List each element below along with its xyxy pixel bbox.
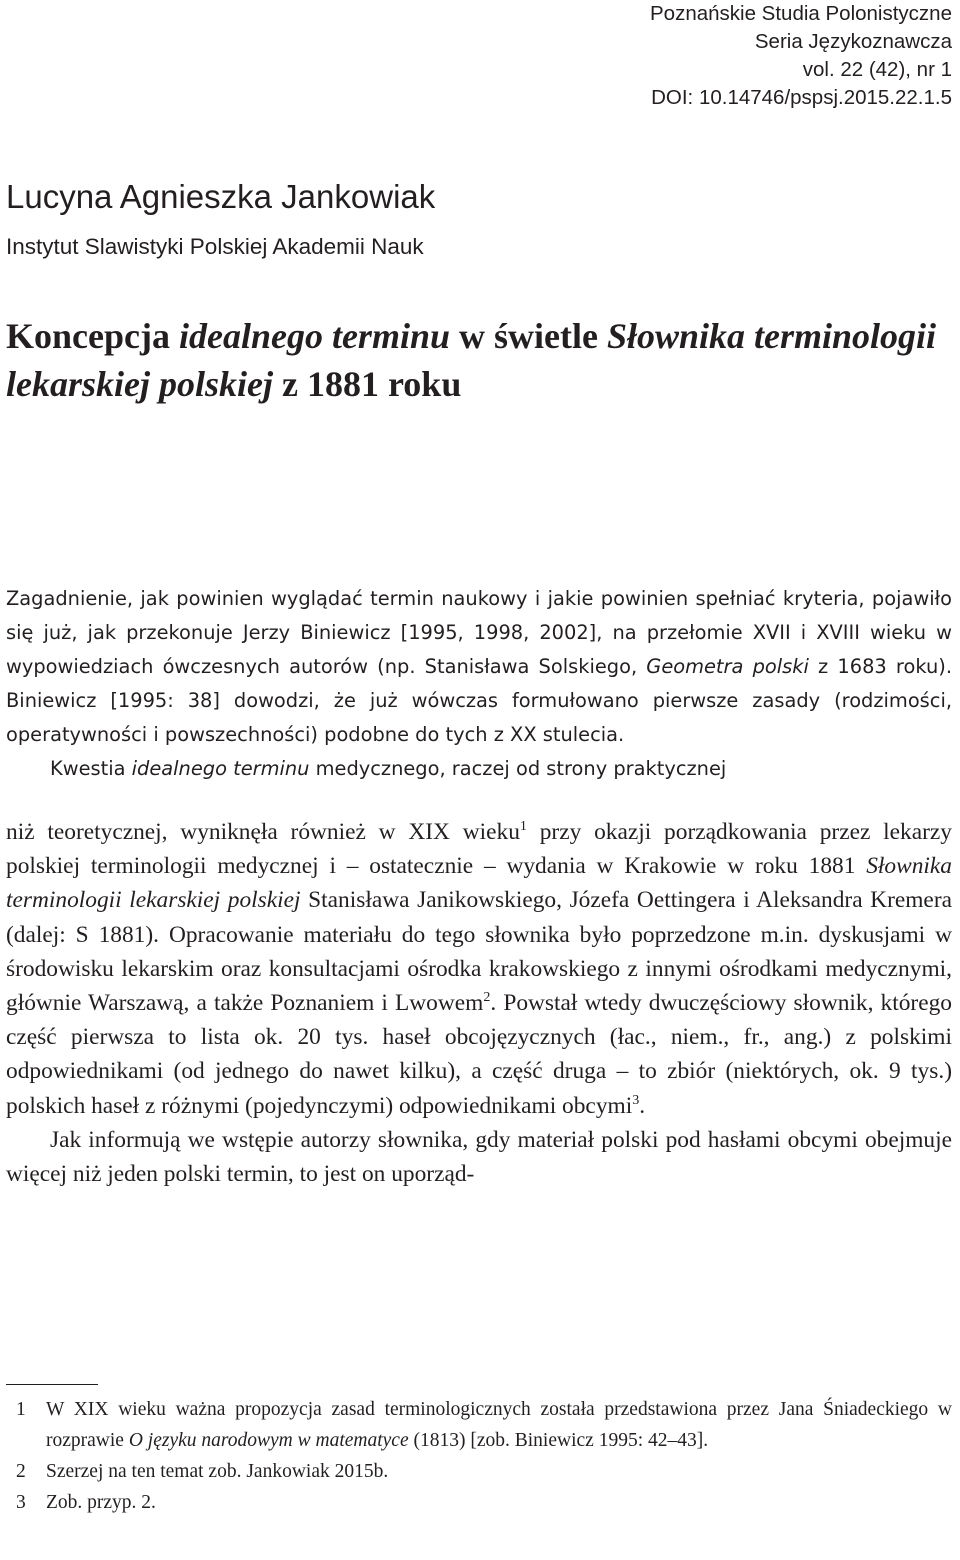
text-run: . (639, 1092, 646, 1119)
italic-title-run: Geometra polski (646, 655, 809, 678)
text-run: W XIX wieku ważna propozycja zasad terminologicznych została przedstawiona przez Jana Śniadeckiego w rozprawie (46, 1399, 952, 1451)
title-part: w świetle (450, 316, 607, 356)
title-italic-part: idealnego terminu (178, 316, 450, 356)
footnote-ref[interactable]: 2 (483, 989, 491, 1006)
text-run: (1813) [zob. Biniewicz 1995: 42–43]. (408, 1430, 709, 1451)
body-paragraph (6, 815, 952, 1123)
abstract-paragraph (6, 582, 952, 752)
journal-name: Poznańskie Studia Polonistyczne (650, 2, 952, 25)
footnote-item (6, 1487, 952, 1518)
italic-title-run: Słownika terminologii lekarskiej polskiej (6, 853, 952, 914)
title-part: Koncepcja (6, 316, 179, 356)
text-run: . Powstał wtedy dwuczęściowy słownik, którego część pierwsza to lista ok. 20 tys. haseł obcojęzycznych (łac., niem., fr., ang.) z polskimi odpowiednikami (od jednego do nawet kilku), a część druga – to zbiór (niektórych, ok. 9 tys.) polskich haseł z różnymi (pojedynczymi) odpowiednikami obcymi (6, 990, 952, 1119)
body-paragraph-2: Jak informują we wstępie autorzy słownika, gdy materiał polski pod hasłami obcymi obejmuje więcej niż jeden polski termin, to jest on uporząd- (6, 1126, 952, 1188)
title-italic-part: Słownika terminologii lekarskiej polskiej (6, 316, 937, 404)
footnote-number: 2 (16, 1461, 26, 1482)
footnotes (6, 1394, 952, 1518)
text-run: Zagadnienie, jak powinien wyglądać termin naukowy i jakie powinien spełniać kryteria, pojawiło się już, jak przekonuje Jerzy Biniewicz [1995, 1998, 2002], na przełomie XVII i XVIII wieku w wypowiedziach ówczesnych autorów (np. Stanisława Solskiego, (6, 587, 952, 678)
italic-title-run: O języku narodowym w matematyce (128, 1430, 409, 1451)
author-name: Lucyna Agnieszka Jankowiak (6, 178, 436, 215)
text-run: przy okazji porządkowania przez lekarzy polskiej terminologii medycznej i – ostatecznie – wydania w Krakowie w roku 1881 (6, 819, 952, 880)
text-run: z 1683 roku). Biniewicz [1995: 38] dowodzi, że już wówczas formułowano pierwsze zasady (rodzimości, operatywności i powszechności) podobne do tych z XX stulecia. (6, 655, 952, 746)
footnote-text (46, 1394, 952, 1456)
footnote-item (6, 1394, 952, 1456)
title-part: z 1881 roku (272, 364, 462, 404)
text-run: Stanisława Janikowskiego, Józefa Oettingera i Aleksandra Kremera (dalej: S 1881). Opracowanie materiału do tego słownika było poprzedzone m.in. dyskusjami w środowisku lekarskim oraz konsultacjami ośrodka krakowskiego z innymi ośrodkami medycznymi, głównie Warszawą, a także Poznaniem i Lwowem (6, 887, 952, 1017)
footnote-text: Zob. przyp. 2. (46, 1492, 156, 1513)
body-text (6, 815, 952, 1191)
text-run: niż teoretycznej, wyniknęła również w XIX wieku (6, 819, 520, 845)
footnote-text: Szerzej na ten temat zob. Jankowiak 2015b. (46, 1461, 389, 1482)
footnote-number: 1 (16, 1399, 26, 1420)
footnote-number: 3 (16, 1492, 26, 1513)
text-run: medycznego, raczej od strony praktycznej (309, 757, 727, 780)
abstract-paragraph-2 (6, 752, 952, 786)
abstract-block (6, 582, 952, 786)
journal-header (650, 0, 952, 112)
footnote-item (6, 1456, 952, 1487)
author-affiliation: Instytut Slawistyki Polskiej Akademii Nauk (6, 234, 424, 259)
italic-term-run: idealnego terminu (131, 757, 310, 780)
journal-volume: vol. 22 (42), nr 1 (802, 58, 952, 81)
journal-doi: DOI: 10.14746/pspsj.2015.22.1.5 (651, 86, 952, 109)
footnote-ref[interactable]: 1 (519, 818, 527, 835)
text-run: Kwestia (50, 757, 132, 780)
footnote-divider (6, 1384, 98, 1385)
journal-series: Seria Językoznawcza (754, 30, 952, 53)
article-title (6, 312, 956, 408)
footnote-ref[interactable]: 3 (632, 1091, 640, 1108)
